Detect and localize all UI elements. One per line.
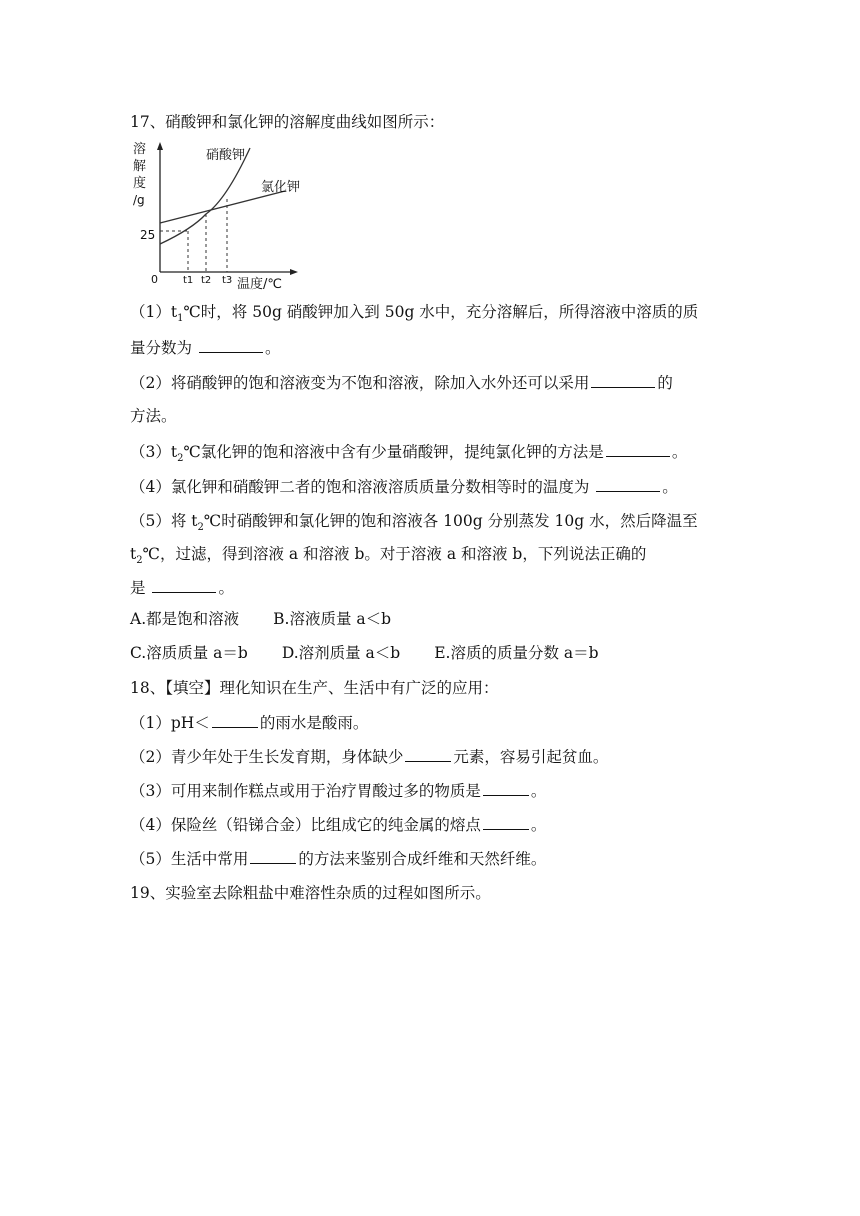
option-e: E.溶质的质量分数 a＝b — [434, 644, 599, 662]
q17-part5-line3 — [130, 577, 740, 599]
text: （5）将 t — [130, 512, 198, 530]
text: t — [130, 545, 137, 563]
text: ℃时硝酸钾和氯化钾的饱和溶液各 100g 分别蒸发 10g 水，然后降温至 — [203, 512, 698, 530]
text: 的方法来鉴别合成纤维和天然纤维。 — [298, 850, 547, 868]
q17-part1-line1 — [130, 301, 740, 323]
q17-title: 17、硝酸钾和氯化钾的溶解度曲线如图所示： — [130, 113, 445, 131]
answer-blank[interactable] — [483, 814, 529, 830]
q17-part2-line2: 方法。 — [130, 407, 177, 425]
answer-blank[interactable] — [152, 577, 216, 593]
option-a: A.都是饱和溶液 — [130, 610, 240, 628]
answer-blank[interactable] — [212, 712, 258, 728]
text: （4）保险丝（铅锑合金）比组成它的纯金属的熔点 — [130, 816, 481, 834]
subscript: 2 — [177, 453, 184, 465]
q17-options-row2 — [130, 642, 740, 664]
text: （4）氯化钾和硝酸钾二者的饱和溶液溶质质量分数相等时的温度为 — [130, 478, 595, 496]
q17-part2-line1 — [130, 372, 740, 394]
x-tick-t2: t2 — [201, 275, 212, 286]
q17-options-row1 — [130, 608, 740, 630]
q18-item3 — [130, 780, 740, 802]
subscript: 2 — [136, 555, 143, 567]
text: 元素，容易引起贫血。 — [453, 748, 609, 766]
option-b: B.溶液质量 a＜b — [273, 610, 392, 628]
subscript: 2 — [197, 522, 204, 534]
potassium-chloride-line — [160, 191, 285, 223]
text: （3）t — [130, 443, 178, 461]
text: 的雨水是酸雨。 — [259, 714, 369, 732]
x-axis-arrow — [290, 269, 298, 275]
q17-part3 — [130, 441, 740, 463]
y-label-3: 度 — [133, 176, 147, 191]
subscript: 1 — [177, 313, 184, 325]
answer-blank[interactable] — [405, 746, 451, 762]
answer-blank[interactable] — [591, 372, 655, 388]
y-label-4: /g — [133, 193, 145, 207]
text: （1）t — [130, 303, 178, 321]
x-tick-t1: t1 — [183, 275, 194, 286]
text: ℃，过滤，得到溶液 a 和溶液 b。对于溶液 a 和溶液 b，下列说法正确的 — [142, 545, 647, 563]
text: （2）将硝酸钾的饱和溶液变为不饱和溶液，除加入水外还可以采用 — [130, 374, 590, 392]
q18-item2 — [130, 746, 740, 768]
q17-part5-line1 — [130, 510, 740, 532]
answer-blank[interactable] — [483, 780, 529, 796]
text: 是 — [130, 579, 151, 597]
q18-title: 18、【填空】理化知识在生产、生活中有广泛的应用： — [130, 679, 499, 697]
text: （1）pH＜ — [130, 714, 210, 732]
label-potassium-nitrate: 硝酸钾 — [206, 148, 246, 163]
answer-blank[interactable] — [199, 337, 263, 353]
origin-label: 0 — [151, 273, 158, 286]
option-d: D.溶剂质量 a＜b — [281, 644, 401, 662]
answer-blank[interactable] — [596, 476, 660, 492]
text: （2）青少年处于生长发育期，身体缺少 — [130, 748, 404, 766]
y-label-1: 溶 — [133, 142, 147, 157]
text: 。 — [530, 782, 547, 800]
text: （3）可用来制作糕点或用于治疗胃酸过多的物质是 — [130, 782, 481, 800]
q17-part1-line2 — [130, 337, 740, 359]
option-c: C.溶质质量 a＝b — [130, 644, 248, 662]
text: 。 — [264, 339, 281, 357]
solubility-curve-figure — [130, 136, 305, 290]
label-potassium-chloride: 氯化钾 — [261, 180, 301, 195]
y-axis-arrow — [157, 142, 163, 150]
text: 。 — [671, 443, 688, 461]
y-tick-25: 25 — [140, 228, 156, 242]
q18-item4 — [130, 814, 740, 836]
text: （5）生活中常用 — [130, 850, 249, 868]
y-label-2: 解 — [133, 159, 147, 174]
text: ℃氯化钾的饱和溶液中含有少量硝酸钾，提纯氯化钾的方法是 — [183, 443, 604, 461]
text: 。 — [530, 816, 547, 834]
x-tick-t3: t3 — [222, 275, 233, 286]
text: ℃时，将 50g 硝酸钾加入到 50g 水中，充分溶解后，所得溶液中溶质的质 — [183, 303, 699, 321]
q18-item1 — [130, 712, 740, 734]
answer-blank[interactable] — [250, 848, 296, 864]
text: 。 — [662, 478, 678, 496]
text: 。 — [218, 579, 234, 597]
q17-part4 — [130, 476, 740, 498]
text: 的 — [657, 374, 673, 392]
q18-item5 — [130, 848, 740, 870]
x-axis-label: 温度/℃ — [237, 277, 282, 290]
q19-title: 19、实验室去除粗盐中难溶性杂质的过程如图所示。 — [130, 884, 491, 902]
q17-part5-line2 — [130, 543, 740, 565]
text: 量分数为 — [130, 339, 197, 357]
answer-blank[interactable] — [606, 441, 670, 457]
